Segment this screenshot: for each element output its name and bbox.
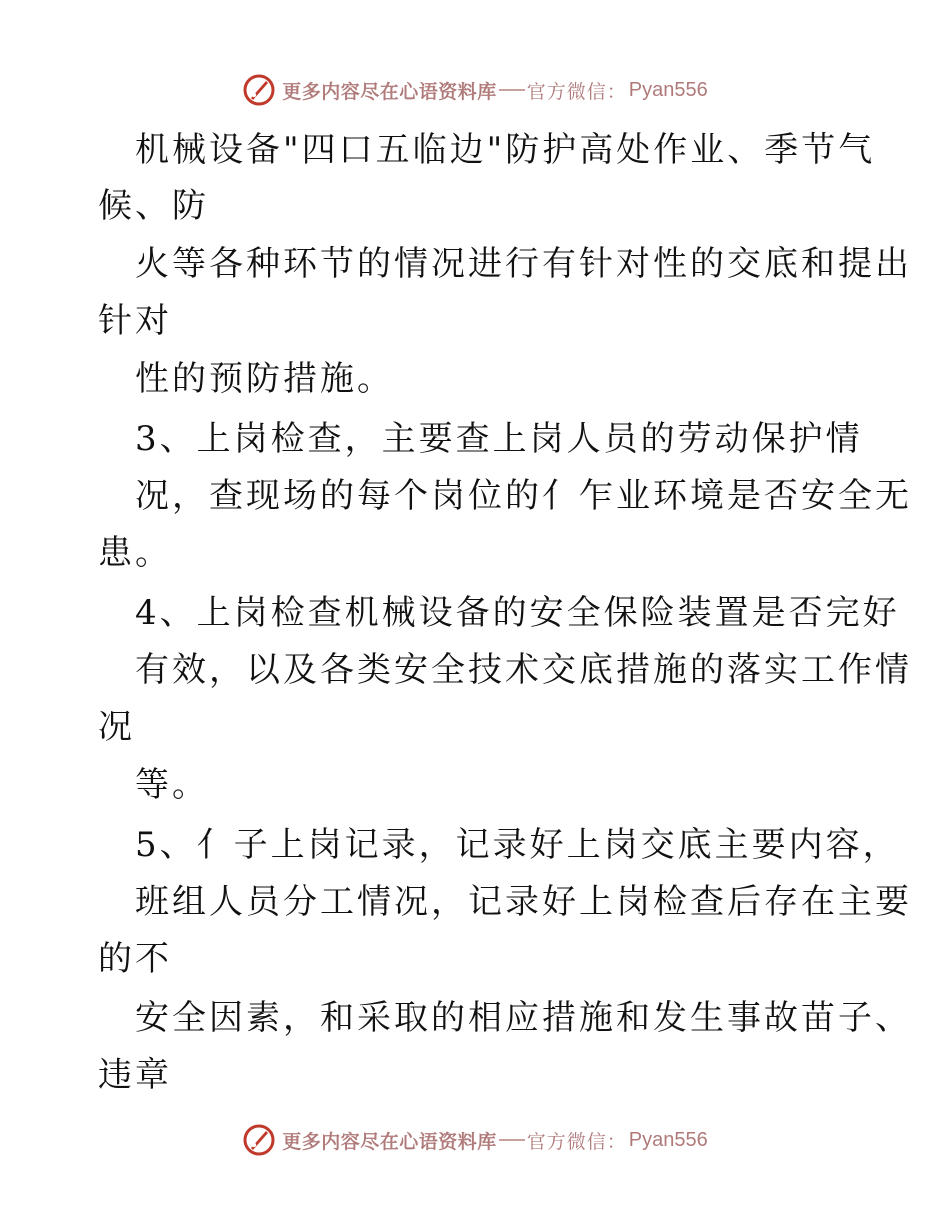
text-line: 等。 [135, 765, 209, 805]
text-line: 的不 [98, 939, 172, 979]
text-line: 性的预防措施。 [135, 359, 394, 399]
banner-wechat-id: Pyan556 [628, 1128, 708, 1151]
text-line: 班组人员分工情况，记录好上岗检查后存在主要 [135, 882, 912, 922]
banner-title: 更多内容尽在心语资料库 [282, 80, 497, 103]
text-line: 3、上岗检查，主要查上岗人员的劳动保护情 [135, 419, 863, 459]
banner-official-label: 官方微信： [526, 1130, 627, 1153]
banner-title: 更多内容尽在心语资料库 [282, 1130, 497, 1153]
text-line: 5、亻子上岗记录，记录好上岗交底主要内容， [135, 825, 900, 865]
text-line: 违章 [98, 1055, 172, 1095]
quill-seal-icon [242, 1123, 276, 1157]
text-line: 针对 [98, 301, 172, 341]
text-line: 安全因素，和采取的相应措施和发生事故苗子、 [135, 998, 912, 1038]
text-line: 火等各种环节的情况进行有针对性的交底和提出 [135, 244, 912, 284]
footer-banner [0, 1118, 950, 1162]
banner-official-label: 官方微信： [526, 80, 627, 103]
text-line: 4、上岗检查机械设备的安全保险装置是否完好 [135, 593, 900, 633]
text-line: 机械设备"四口五临边"防护高处作业、季节气 [135, 130, 876, 170]
text-line: 况，查现场的每个岗位的亻乍业环境是否安全无 [135, 476, 912, 516]
text-line: 患。 [98, 533, 172, 573]
banner-divider [499, 1139, 525, 1141]
text-line: 有效，以及各类安全技术交底措施的落实工作情 [135, 650, 912, 690]
text-line: 候、防 [98, 186, 209, 226]
text-line: 况 [98, 707, 135, 747]
banner-wechat-id: Pyan556 [628, 78, 708, 101]
